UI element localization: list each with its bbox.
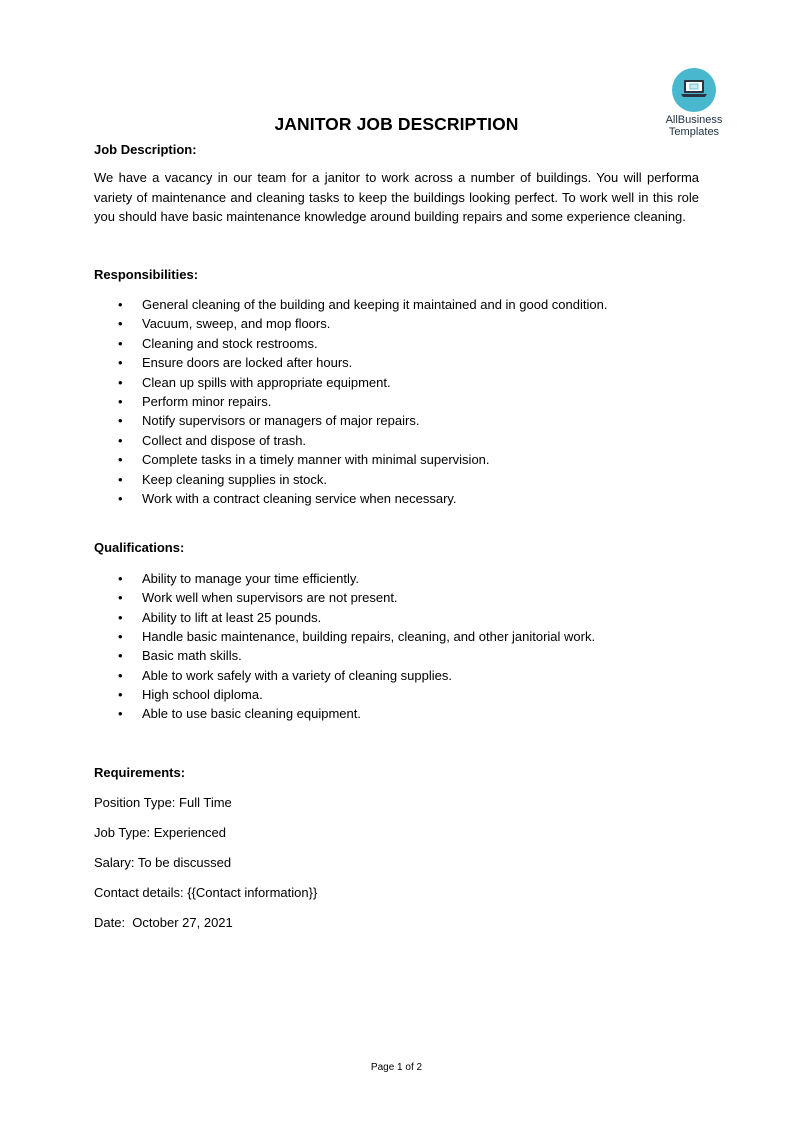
bullet-icon: • bbox=[118, 609, 123, 625]
list-item bbox=[94, 314, 699, 333]
bullet-icon: • bbox=[118, 335, 123, 351]
list-item-text: Ability to manage your time efficiently. bbox=[142, 570, 360, 586]
list-item-text: Handle basic maintenance, building repairs, cleaning, and other janitorial work. bbox=[142, 628, 596, 644]
list-item bbox=[94, 666, 699, 685]
bullet-icon: • bbox=[118, 297, 123, 313]
list-item bbox=[94, 450, 699, 469]
list-item bbox=[94, 411, 699, 430]
bullet-icon: • bbox=[118, 628, 123, 644]
list-item-text: Perform minor repairs. bbox=[142, 393, 272, 409]
requirements-heading: Requirements: bbox=[94, 764, 186, 780]
responsibilities-list bbox=[94, 295, 699, 508]
bullet-icon: • bbox=[118, 687, 123, 703]
page-number: Page 1 of 2 bbox=[370, 1062, 423, 1073]
bullet-icon: • bbox=[118, 471, 123, 487]
document-body bbox=[94, 140, 699, 943]
bullet-icon: • bbox=[118, 316, 123, 332]
date: Date: October 27, 2021 bbox=[94, 914, 233, 930]
list-item bbox=[94, 685, 699, 704]
position-type: Position Type: Full Time bbox=[94, 794, 232, 810]
job-description-heading: Job Description: bbox=[94, 142, 197, 157]
bullet-icon: • bbox=[118, 590, 123, 606]
page-title: JANITOR JOB DESCRIPTION bbox=[274, 114, 519, 134]
bullet-icon: • bbox=[118, 432, 123, 448]
bullet-icon: • bbox=[118, 374, 123, 390]
bullet-icon: • bbox=[118, 355, 123, 371]
list-item bbox=[94, 588, 699, 607]
list-item bbox=[94, 470, 699, 489]
responsibilities-heading: Responsibilities: bbox=[94, 266, 199, 282]
bullet-icon: • bbox=[118, 490, 123, 506]
laptop-icon bbox=[680, 79, 708, 101]
list-item-text: Notify supervisors or managers of major repairs. bbox=[142, 413, 420, 429]
bullet-icon: • bbox=[118, 570, 123, 586]
list-item bbox=[94, 646, 699, 665]
logo-line-1: AllBusiness bbox=[665, 114, 723, 126]
list-item bbox=[94, 489, 699, 508]
list-item bbox=[94, 608, 699, 627]
bullet-icon: • bbox=[118, 413, 123, 429]
list-item bbox=[94, 373, 699, 392]
bullet-icon: • bbox=[118, 667, 123, 683]
list-item bbox=[94, 295, 699, 314]
list-item-text: General cleaning of the building and keeping it maintained and in good condition. bbox=[142, 297, 608, 313]
list-item-text: Complete tasks in a timely manner with minimal supervision. bbox=[142, 452, 490, 468]
bullet-icon: • bbox=[118, 648, 123, 664]
list-item bbox=[94, 392, 699, 411]
logo-line-2: Templates bbox=[668, 126, 720, 138]
bullet-icon: • bbox=[118, 706, 123, 722]
salary: Salary: To be discussed bbox=[94, 854, 232, 870]
list-item bbox=[94, 569, 699, 588]
list-item-text: High school diploma. bbox=[142, 687, 263, 703]
job-description-text: We have a vacancy in our team for a janitor to work across a number of buildings. You will performa variety of maintenance and cleaning tasks to keep the buildings looking perfect. To work well in this role you should have basic maintenance knowledge around building repairs and some experience cleaning. bbox=[94, 170, 699, 225]
list-item-text: Vacuum, sweep, and mop floors. bbox=[142, 316, 331, 332]
list-item-text: Collect and dispose of trash. bbox=[142, 432, 307, 448]
logo-badge bbox=[672, 68, 716, 112]
job-type: Job Type: Experienced bbox=[94, 824, 227, 840]
list-item bbox=[94, 334, 699, 353]
list-item-text: Work well when supervisors are not present. bbox=[142, 590, 398, 606]
qualifications-heading: Qualifications: bbox=[94, 540, 185, 556]
list-item-text: Ability to lift at least 25 pounds. bbox=[142, 609, 322, 625]
contact-details: Contact details: {{Contact information}} bbox=[94, 884, 318, 900]
list-item-text: Basic math skills. bbox=[142, 648, 242, 664]
list-item bbox=[94, 627, 699, 646]
list-item bbox=[94, 431, 699, 450]
list-item bbox=[94, 704, 699, 723]
bullet-icon: • bbox=[118, 393, 123, 409]
list-item-text: Ensure doors are locked after hours. bbox=[142, 355, 353, 371]
qualifications-list bbox=[94, 569, 699, 724]
list-item-text: Work with a contract cleaning service when necessary. bbox=[142, 490, 457, 506]
bullet-icon: • bbox=[118, 452, 123, 468]
list-item bbox=[94, 353, 699, 372]
list-item-text: Clean up spills with appropriate equipment. bbox=[142, 374, 391, 390]
list-item-text: Keep cleaning supplies in stock. bbox=[142, 471, 328, 487]
list-item-text: Able to work safely with a variety of cleaning supplies. bbox=[142, 667, 452, 683]
list-item-text: Cleaning and stock restrooms. bbox=[142, 335, 318, 351]
list-item-text: Able to use basic cleaning equipment. bbox=[142, 706, 361, 722]
